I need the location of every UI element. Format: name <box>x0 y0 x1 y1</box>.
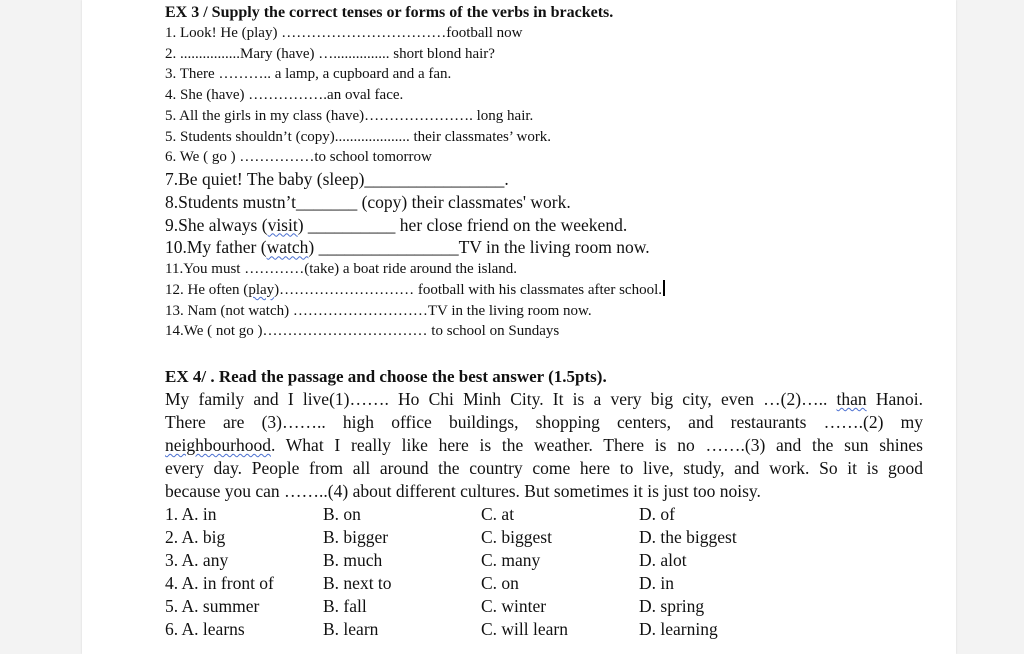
document-page <box>82 0 956 654</box>
ex4-heading: EX 4/ . Read the passage and choose the best answer (1.5pts). <box>165 366 607 386</box>
option-a: 5. A. summer <box>165 595 260 616</box>
ex3-item-14: 14.We ( not go )…………………………… to school on Sundays <box>165 323 560 340</box>
option-b: B. on <box>323 503 361 524</box>
option-c: C. many <box>481 549 541 570</box>
passage-text: . What I really like here is the weather. There is no …….(3) and the sun shines <box>270 434 923 455</box>
option-row-6 <box>165 618 925 641</box>
answer-options <box>165 503 925 641</box>
spellcheck-word[interactable]: neighbourhood <box>165 434 271 455</box>
ex3-item-9-post: ) __________ her close friend on the weekend. <box>297 214 628 235</box>
option-c: C. winter <box>481 595 547 616</box>
option-a: 6. A. learns <box>165 618 245 639</box>
ex3-item-9-pre: 9.She always ( <box>165 214 268 235</box>
ex3-item-5b: 5. Students shouldn’t (copy).................... their classmates’ work. <box>165 128 552 145</box>
ex3-item-2: 2. ................Mary (have) …............... short blond hair? <box>165 45 495 62</box>
ex3-item-12 <box>165 280 925 301</box>
passage-text: Hanoi. <box>866 388 923 409</box>
option-a: 1. A. in <box>165 503 217 524</box>
ex3-item-12-pre: 12. He often ( <box>165 281 249 298</box>
spellcheck-word[interactable]: than <box>836 388 867 409</box>
passage-line-1 <box>165 388 923 411</box>
ex3-item-4: 4. She (have) …………….an oval face. <box>165 87 404 104</box>
ex3-heading: EX 3 / Supply the correct tenses or forms of the verbs in brackets. <box>165 4 614 21</box>
passage-line-4: every day. People from all around the country come here to live, study, and work. So it is good <box>165 457 923 478</box>
ex3-item-11: 11.You must …………(take) a boat ride around the island. <box>165 261 518 278</box>
option-a: 4. A. in front of <box>165 572 274 593</box>
option-c: C. biggest <box>481 526 552 547</box>
option-b: B. much <box>323 549 383 570</box>
option-a: 2. A. big <box>165 526 226 547</box>
text-cursor <box>663 280 665 296</box>
option-c: C. will learn <box>481 618 568 639</box>
option-d: D. in <box>639 572 674 593</box>
passage-line-3 <box>165 434 923 457</box>
option-a: 3. A. any <box>165 549 229 570</box>
ex3-item-1: 1. Look! He (play) ……………………………football now <box>165 25 523 41</box>
ex3-item-6: 6. We ( go ) ……………to school tomorrow <box>165 149 432 166</box>
ex3-item-13: 13. Nam (not watch) ………………………TV in the living room now. <box>165 302 592 319</box>
ex3-item-10 <box>165 236 925 259</box>
option-row-5 <box>165 595 925 618</box>
option-b: B. next to <box>323 572 392 593</box>
ex3-item-8: 8.Students mustn’t_______ (copy) their classmates' work. <box>165 191 571 212</box>
ex4-passage <box>165 388 923 503</box>
option-b: B. learn <box>323 618 379 639</box>
spellcheck-word[interactable]: play <box>248 281 275 298</box>
option-d: D. alot <box>639 549 687 570</box>
ex3-item-12-post: )……………………… football with his classmates after school. <box>274 281 662 298</box>
passage-text: My family and I live(1)……. Ho Chi Minh City. It is a very big city, even …(2)….. <box>165 388 837 409</box>
option-d: D. learning <box>639 618 718 639</box>
option-row-2 <box>165 526 925 549</box>
ex3-item-5a: 5. All the girls in my class (have)…………………. long hair. <box>165 107 534 124</box>
spacer <box>165 342 925 366</box>
option-d: D. spring <box>639 595 705 616</box>
spellcheck-word[interactable]: visit <box>267 214 298 235</box>
ex3-item-3: 3. There ……….. a lamp, a cupboard and a fan. <box>165 66 452 83</box>
option-row-1 <box>165 503 925 526</box>
spellcheck-word[interactable]: watch <box>266 237 309 258</box>
ex3-item-10-post: ) ________________TV in the living room now. <box>308 237 650 258</box>
passage-line-5: because you can ……..(4) about different cultures. But sometimes it is just too noisy. <box>165 480 761 501</box>
passage-line-2: There are (3)…….. high office buildings, shopping centers, and restaurants …….(2) my <box>165 411 923 432</box>
option-d: D. of <box>639 503 675 524</box>
option-c: C. on <box>481 572 519 593</box>
option-b: B. fall <box>323 595 367 616</box>
option-c: C. at <box>481 503 515 524</box>
ex3-item-7: 7.Be quiet! The baby (sleep)________________. <box>165 168 509 189</box>
document-content <box>165 2 925 641</box>
option-d: D. the biggest <box>639 526 737 547</box>
ex3-item-9 <box>165 214 925 237</box>
ex3-item-10-pre: 10.My father ( <box>165 237 267 258</box>
option-row-3 <box>165 549 925 572</box>
option-row-4 <box>165 572 925 595</box>
option-b: B. bigger <box>323 526 389 547</box>
